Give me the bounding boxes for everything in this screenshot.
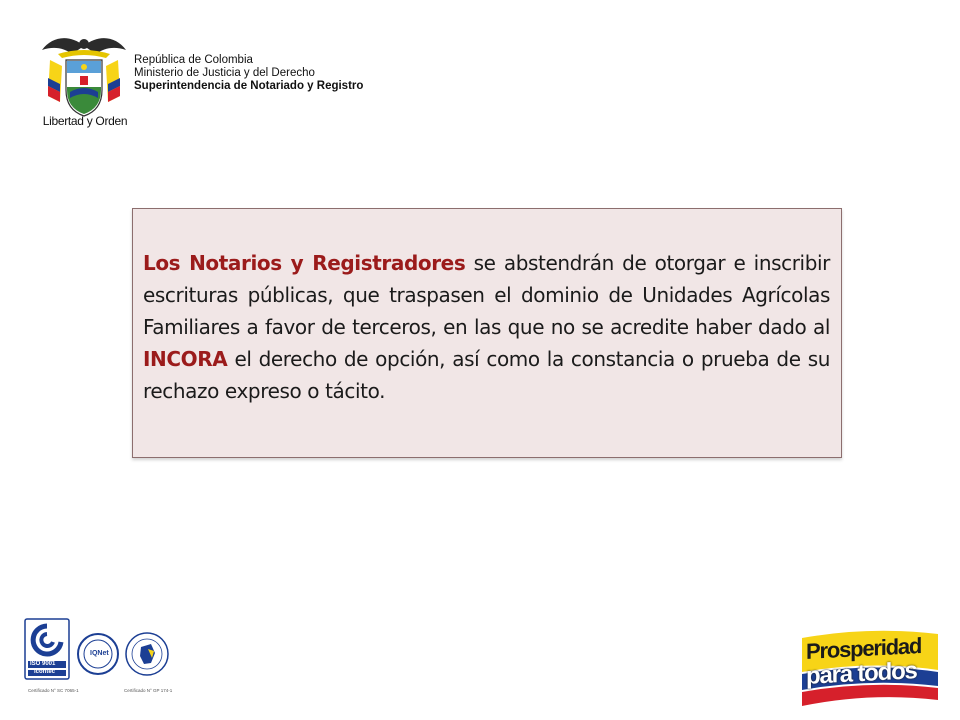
content-paragraph <box>143 247 830 407</box>
prosperidad-para-todos-logo <box>800 628 940 708</box>
iso-label: ISO 9001 <box>30 661 56 667</box>
content-text-part2: el derecho de opción, así como la constancia o prueba de su rechazo expreso o tácito. <box>143 347 830 403</box>
highlight-notaries: Los Notarios y Registradores <box>143 251 466 275</box>
coat-of-arms-motto: Libertad y Orden <box>42 114 128 128</box>
certification-logos <box>24 618 184 698</box>
iqnet-label: IQNet <box>90 650 109 657</box>
header-country: República de Colombia <box>134 54 253 66</box>
prosperity-line2: para todos <box>806 657 917 690</box>
header-superintendence: Superintendencia de Notariado y Registro <box>134 80 364 92</box>
prosperity-line1: Prosperidad <box>806 632 922 665</box>
icontec-label: icontec <box>34 669 56 675</box>
header-institution <box>134 54 363 93</box>
public-management-logo-icon <box>124 631 170 677</box>
highlight-incora: INCORA <box>143 347 228 371</box>
header <box>40 22 400 134</box>
header-ministry: Ministerio de Justicia y del Derecho <box>134 67 315 79</box>
content-text-part1: se abstendrán de otorgar e inscribir escrituras públicas, que traspasen el dominio de Unidades Agrícolas Familiares a favor de terceros, en las que no se acredite haber dado al <box>143 251 830 339</box>
cert2-caption: Certificado N° GP 174-1 <box>124 688 173 693</box>
cert1-caption: Certificado N° SC 7065-1 <box>28 688 79 693</box>
content-box <box>132 208 842 458</box>
